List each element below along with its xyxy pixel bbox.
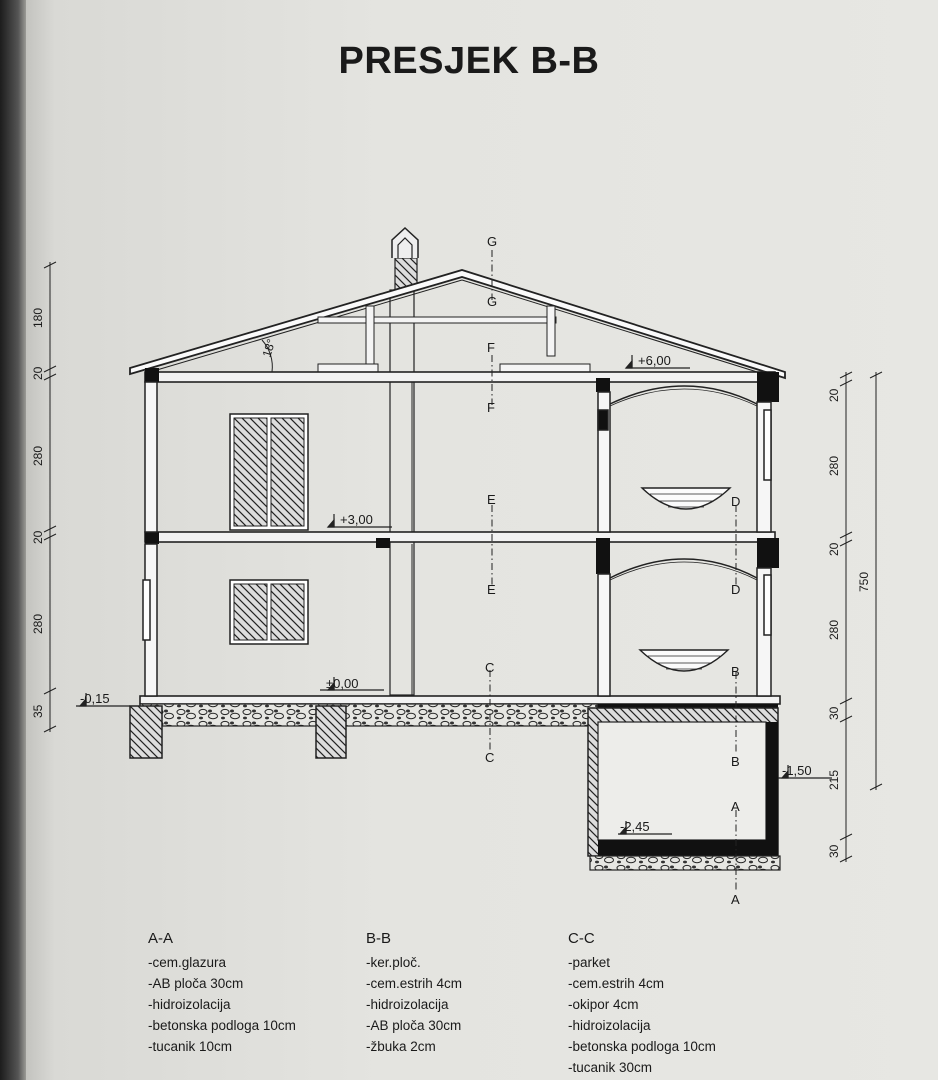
roof bbox=[130, 270, 785, 378]
ceiling-slab-upper bbox=[145, 368, 779, 402]
dim-right-6: 30 bbox=[827, 844, 841, 858]
cut-label-e-bottom: E bbox=[487, 582, 496, 597]
legend-item: -betonska podloga 10cm bbox=[148, 1018, 296, 1033]
legend-item: -cem.estrih 4cm bbox=[568, 976, 665, 991]
legend-item: -okipor 4cm bbox=[568, 997, 639, 1012]
level-basement-top: -1,50 bbox=[782, 763, 812, 778]
dimension-labels-right bbox=[827, 388, 871, 858]
legend-item: -AB ploča 30cm bbox=[366, 1018, 462, 1033]
dimension-labels-left bbox=[31, 308, 45, 718]
legend-title: B-B bbox=[366, 930, 392, 947]
level-first-floor: +3,00 bbox=[340, 512, 373, 527]
dim-right-0: 20 bbox=[827, 388, 841, 402]
cut-label-c-bottom: C bbox=[485, 750, 495, 765]
legend-item: -cem.estrih 4cm bbox=[366, 976, 463, 991]
arches bbox=[610, 386, 757, 580]
cut-label-b-top: B bbox=[731, 664, 740, 679]
legend-item: -tucanik 10cm bbox=[148, 1039, 233, 1054]
cut-label-a-bottom: A bbox=[731, 892, 740, 907]
legend-title: A-A bbox=[148, 930, 174, 947]
window-shutters-upper bbox=[230, 414, 308, 530]
floor-slab-first bbox=[145, 532, 779, 574]
level-roof: +6,00 bbox=[638, 353, 671, 368]
cut-label-a-top: A bbox=[731, 799, 740, 814]
level-outside: -0,15 bbox=[80, 691, 110, 706]
dim-right-3: 280 bbox=[827, 619, 841, 640]
legend-item: -parket bbox=[568, 955, 611, 970]
drawing-title: PRESJEK B-B bbox=[338, 40, 600, 82]
cut-label-d-top: D bbox=[731, 494, 741, 509]
legend-item: -ker.ploč. bbox=[366, 955, 421, 970]
legend-item: -cem.glazura bbox=[148, 955, 227, 970]
legend-item: -žbuka 2cm bbox=[366, 1039, 436, 1054]
dim-left-1: 20 bbox=[31, 366, 45, 380]
dim-right-1: 280 bbox=[827, 455, 841, 476]
legend-item: -hidroizolacija bbox=[366, 997, 449, 1012]
legend-item: -tucanik 30cm bbox=[568, 1060, 653, 1075]
dim-right-4: 30 bbox=[827, 706, 841, 720]
dim-right-5: 215 bbox=[827, 769, 841, 790]
cut-label-f-bottom: F bbox=[487, 400, 495, 415]
legend-a-a bbox=[148, 928, 296, 1057]
chimney bbox=[390, 228, 418, 695]
cut-label-f-top: F bbox=[487, 340, 495, 355]
window-shutters-lower bbox=[230, 580, 308, 644]
cut-label-c-top: C bbox=[485, 660, 495, 675]
cut-label-d-bottom: D bbox=[731, 582, 741, 597]
level-ground: ±0,00 bbox=[326, 676, 359, 691]
level-basement: -2,45 bbox=[620, 819, 650, 834]
dim-left-0: 180 bbox=[31, 307, 45, 328]
cut-label-e-top: E bbox=[487, 492, 496, 507]
legend-title: C-C bbox=[568, 930, 595, 947]
stair-fans bbox=[640, 488, 730, 671]
dim-left-4: 280 bbox=[31, 613, 45, 634]
cut-label-b-bottom: B bbox=[731, 754, 740, 769]
legend-item: -AB ploča 30cm bbox=[148, 976, 244, 991]
dim-left-2: 280 bbox=[31, 445, 45, 466]
roof-angle-label: 18° bbox=[259, 337, 279, 359]
cut-label-g-bottom: G bbox=[487, 294, 498, 309]
dim-right-2: 20 bbox=[827, 542, 841, 556]
dim-left-5: 35 bbox=[31, 704, 45, 718]
dim-left-3: 20 bbox=[31, 530, 45, 544]
legend-c-c bbox=[568, 928, 716, 1078]
basement bbox=[588, 708, 780, 870]
legend-item: -hidroizolacija bbox=[148, 997, 231, 1012]
dimension-chain-right bbox=[840, 372, 882, 862]
legend-b-b bbox=[366, 928, 462, 1057]
cut-label-g-top: G bbox=[487, 234, 498, 249]
dimension-chain-left bbox=[44, 262, 56, 732]
legend-item: -hidroizolacija bbox=[568, 1018, 651, 1033]
dim-right-total: 750 bbox=[857, 571, 871, 592]
legend-item: -betonska podloga 10cm bbox=[568, 1039, 716, 1054]
